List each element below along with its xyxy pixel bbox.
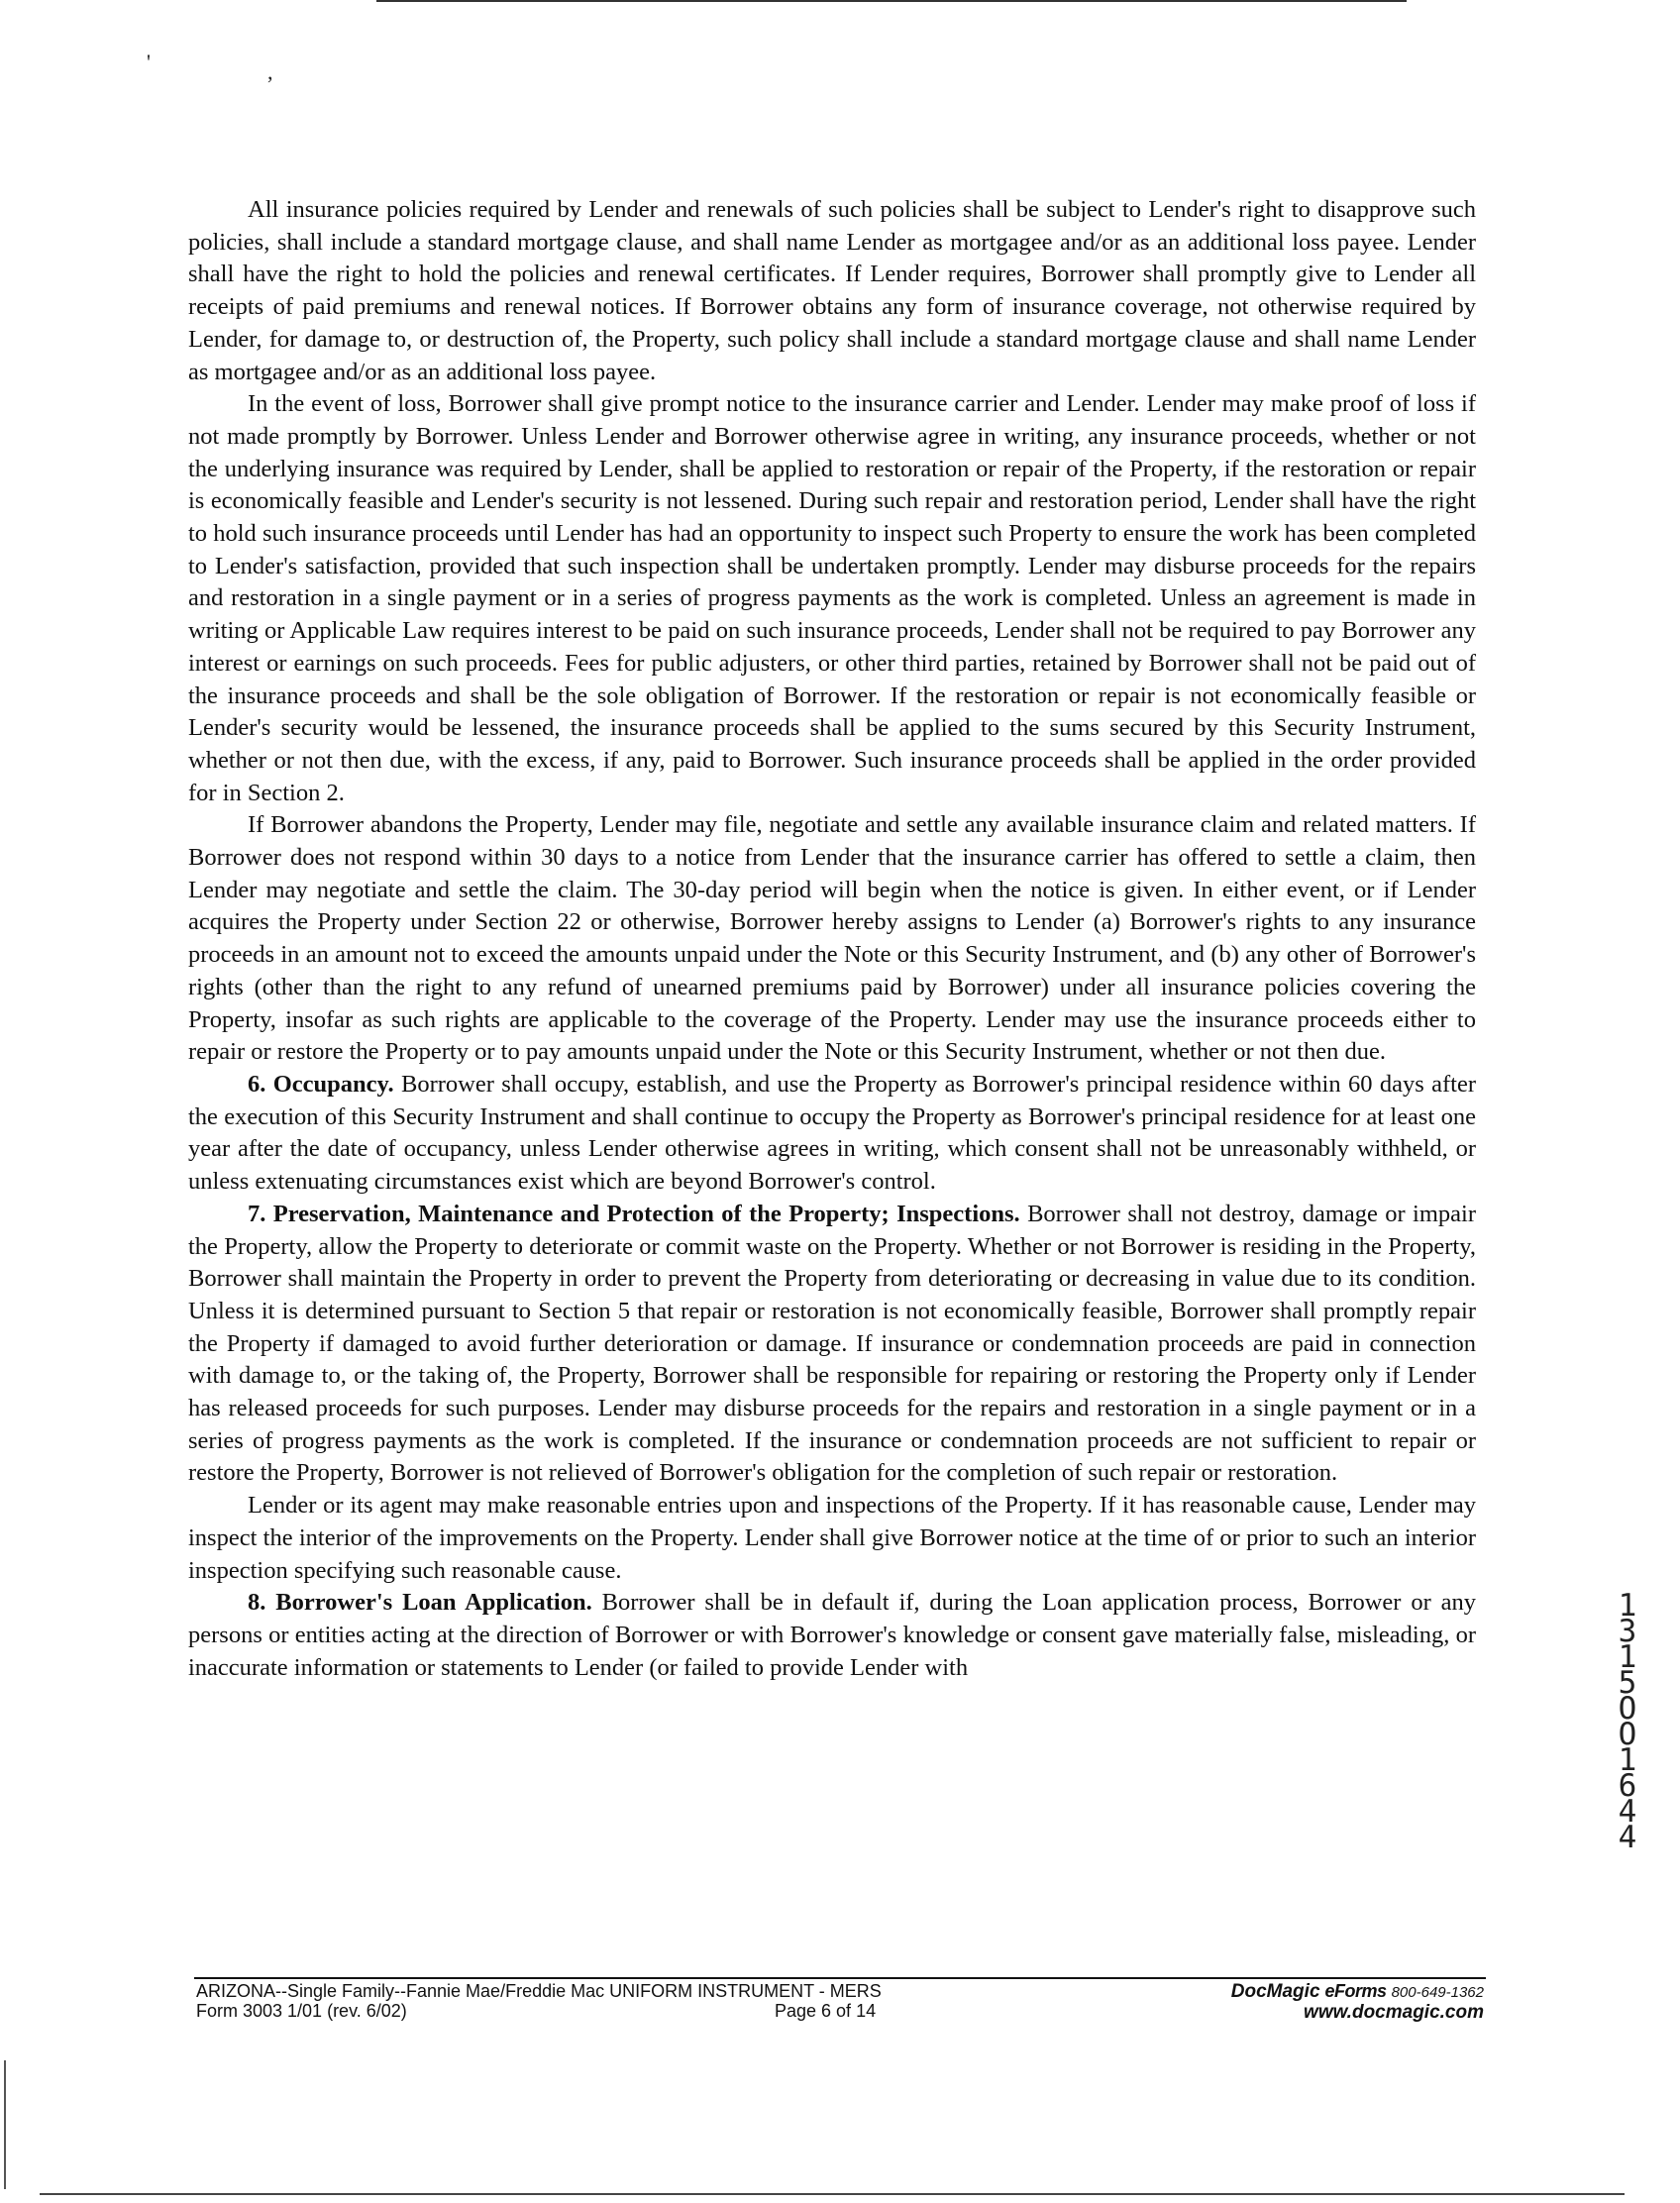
paragraph-text: Borrower shall not destroy, damage or impair the Property, allow the Property to deteriorate or commit waste on the Property. Whether or not Borrower is residing in the Property, Borrower shall maintain the Property in order to prevent the Property from deteriorating or decreasing in value due to its condition. Unless it is determined pursuant to Section 5 that repair or restoration is not economically feasible, Borrower shall promptly repair the Property if damaged to avoid further deterioration or damage. If insurance or condemnation proceeds are paid in connection with damage to, or the taking of, the Property, Borrower shall be responsible for repairing or restoring the Property only if Lender has released proceeds for such purposes. Lender may disburse proceeds for the repairs and restoration in a single payment or in a series of progress payments as the work is completed. If the insurance or condemnation proceeds are not sufficient to repair or restore the Property, Borrower is not relieved of Borrower's obligation for the completion of such repair or restoration. [188, 1200, 1477, 1487]
footer-divider [194, 1977, 1486, 1979]
section-6-occupancy [188, 1069, 1476, 1199]
footer-brand: DocMagic [1230, 1981, 1320, 2002]
paragraph-insurance-policies [188, 194, 1476, 388]
scan-speck: ' [147, 50, 151, 74]
document-body [188, 194, 1476, 1684]
scan-top-border [376, 0, 1407, 2]
paragraph-text: In the event of loss, Borrower shall give prompt notice to the insurance carrier and Lender. Lender may make proof of loss if not made promptly by Borrower. Unless Lender and Borrower otherwise agree in writing, any insurance proceeds, whether or not the underlying insurance was required by Lender, shall be applied to restoration or repair of the Property, if the restoration or repair is economically feasible and Lender's security is not lessened. During such repair and restoration period, Lender shall have the right to hold such insurance proceeds until Lender has had an opportunity to inspect such Property to ensure the work has been completed to Lender's satisfaction, provided that such inspection shall be undertaken promptly. Lender may disburse proceeds for the repairs and restoration in a single payment or in a series of progress payments as the work is completed. Unless an agreement is made in writing or Applicable Law requires interest to be paid on such insurance proceeds, Lender shall not be required to pay Borrower any interest or earnings on such proceeds. Fees for public adjusters, or other third parties, retained by Borrower shall not be paid out of the insurance proceeds and shall be the sole obligation of Borrower. If the restoration or repair is not economically feasible or Lender's security would be lessened, the insurance proceeds shall be applied to the sums secured by this Security Instrument, whether or not then due, with the excess, if any, paid to Borrower. Such insurance proceeds shall be applied in the order provided for in Section 2. [188, 390, 1476, 806]
paragraph-text: Lender or its agent may make reasonable entries upon and inspections of the Property. If it has reasonable cause, Lender may inspect the interior of the improvements on the Property. Lender shall give Borrower notice at the time of or prior to such an interior inspection specifying such reasonable cause. [188, 1492, 1476, 1584]
footer-page-number: Page 6 of 14 [775, 2001, 877, 2021]
footer-form-number: Form 3003 1/01 (rev. 6/02) [196, 2001, 407, 2021]
section-8-loan-application [188, 1587, 1476, 1684]
section-7-preservation [188, 1199, 1476, 1490]
paragraph-inspections [188, 1490, 1476, 1587]
footer-publisher [1231, 1981, 1484, 2023]
footer-phone: 800-649-1362 [1391, 1984, 1484, 2001]
paragraph-abandonment [188, 809, 1476, 1069]
paragraph-text: Borrower shall occupy, establish, and use the Property as Borrower's principal residence within 60 days after the execution of this Security Instrument and shall continue to occupy the Property as Borrower's principal residence for at least one year after the date of occupancy, unless Lender otherwise agrees in writing, which consent shall not be unreasonably withheld, or unless extenuating circumstances exist which are beyond Borrower's control. [188, 1070, 1477, 1196]
section-heading: 6. Occupancy. [248, 1070, 394, 1098]
scan-edge-mark [4, 2060, 6, 2189]
paragraph-text: All insurance policies required by Lender and renewals of such policies shall be subject to Lender's right to disapprove such policies, shall include a standard mortgage clause, and shall name Lender as mortgagee and/or as an additional loss payee. Lender shall have the right to hold the policies and renewal certificates. If Lender requires, Borrower shall promptly give to Lender all receipts of paid premiums and renewal notices. If Borrower obtains any form of insurance coverage, not otherwise required by Lender, for damage to, or destruction of, the Property, such policy shall include a standard mortgage clause and shall name Lender as mortgagee and/or as an additional loss payee. [188, 196, 1476, 385]
section-heading: 8. Borrower's Loan Application. [248, 1589, 592, 1617]
paragraph-text: If Borrower abandons the Property, Lender may file, negotiate and settle any available insurance claim and related matters. If Borrower does not respond within 30 days to a notice from Lender that the insurance carrier has offered to settle a claim, then Lender may negotiate and settle the claim. The 30-day period will begin when the notice is given. In either event, or if Lender acquires the Property under Section 22 or otherwise, Borrower hereby assigns to Lender (a) Borrower's rights to any insurance proceeds in an amount not to exceed the amounts unpaid under the Note or this Security Instrument, and (b) any other of Borrower's rights (other than the right to any refund of unearned premiums paid by Borrower) under all insurance policies covering the Property, insofar as such rights are applicable to the coverage of the Property. Lender may use the insurance proceeds either to repair or restore the Property or to pay amounts unpaid under the Note or this Security Instrument, whether or not then due. [188, 811, 1476, 1066]
scan-speck: , [267, 59, 273, 84]
paragraph-text: Borrower shall be in default if, during the Loan application process, Borrower or any persons or entities acting at the direction of Borrower or with Borrower's knowledge or consent gave materially false, misleading, or inaccurate information or statements to Lender (or failed to provide Lender with [188, 1589, 1477, 1681]
section-heading: 7. Preservation, Maintenance and Protection of the Property; Inspections. [248, 1200, 1020, 1227]
recording-number-stamp: 1315O O1644 [1618, 1588, 1637, 1855]
paragraph-event-of-loss [188, 388, 1476, 809]
scan-bottom-border [40, 2193, 1625, 2195]
footer-brand-product: eForms [1324, 1981, 1387, 2001]
footer-form-title: ARIZONA--Single Family--Fannie Mae/Freddie Mac UNIFORM INSTRUMENT - MERS [196, 1981, 882, 2001]
footer-url: www.docmagic.com [1304, 2002, 1484, 2023]
